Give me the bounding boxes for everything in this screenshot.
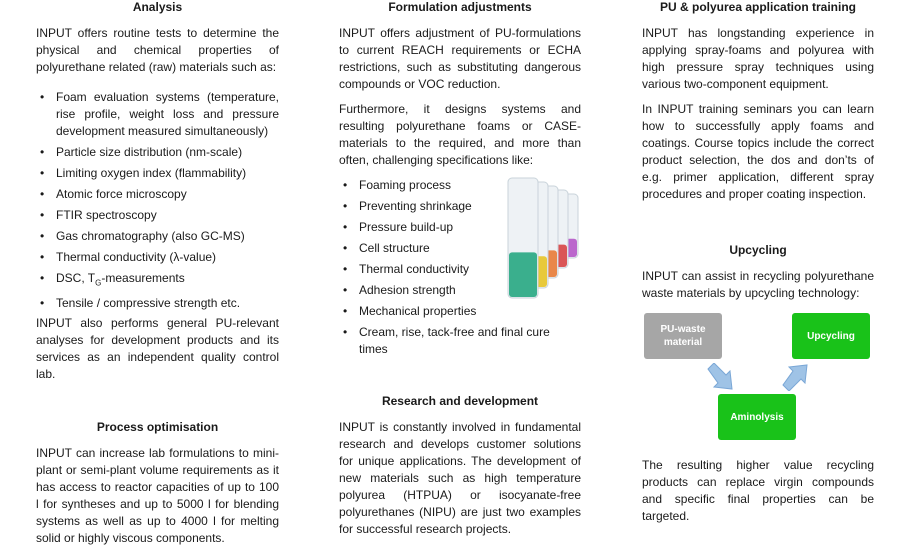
analysis-outro: INPUT also performs general PU-relevant analyses for development products and its services as an independent quality control lab. (36, 316, 279, 382)
analysis-intro: INPUT offers routine tests to determine the physical and chemical properties of polyurethane related (raw) materials such as: (36, 26, 279, 74)
list-item: • Foam evaluation systems (temperature, rise profile, weight loss and pressure development measured simultaneously) (36, 89, 279, 140)
training-title: PU & polyurea application training (659, 0, 857, 14)
list-item: • Thermal conductivity (λ-value) (36, 249, 279, 266)
upcycling-intro: INPUT can assist in recycling polyurethane waste materials by upcycling technology: (642, 269, 874, 300)
research-text: INPUT is constantly involved in fundamental research and develops customer solutions for unique applications. The development of new materials such as high temperature polyurea (HTPUA) or isocyanate-free polyurethanes (NIPU) are just two examples for successful research projects. (339, 420, 581, 536)
list-item: • Preventing shrinkage (339, 198, 581, 215)
upcycling-outro: The resulting higher value recycling products can replace virgin compounds and specific final properties can be targeted. (642, 458, 874, 523)
upcycling-box: Upcycling (792, 313, 870, 359)
arrow-up-right-icon (781, 363, 811, 391)
pu-waste-box: PU-waste material (644, 313, 722, 359)
list-item: • Cell structure (339, 240, 581, 257)
dsc-label: DSC, T (56, 271, 96, 285)
list-item: • Limiting oxygen index (flammability) (36, 165, 279, 182)
dsc-subscript: G (95, 278, 102, 288)
dsc-tail: -measurements (101, 271, 185, 285)
training-section (642, 0, 874, 302)
list-item: • Particle size distribution (nm-scale) (36, 144, 279, 161)
training-p1: INPUT has longstanding experience in applying spray-foams and polyurea with high pressure spray techniques using various two-component equipment. (642, 26, 874, 91)
upcycling-outro-section (642, 457, 874, 525)
list-item: • Atomic force microscopy (36, 186, 279, 203)
aminolysis-box: Aminolysis (718, 394, 796, 440)
process-text: INPUT can increase lab formulations to mini-plant or semi-plant volume requirements as it has access to reactor capacities of up to 100 l for syntheses and up to 5000 l for blending systems as well as up to 4000 l for melting solid or highly viscous components. (36, 446, 279, 546)
list-item: • Pressure build-up (339, 219, 581, 236)
analysis-list (36, 89, 279, 312)
list-item: • FTIR spectroscopy (36, 207, 279, 224)
upcycling-title: Upcycling (729, 243, 787, 257)
list-item: • Tensile / compressive strength etc. (36, 295, 279, 312)
analysis-section (36, 0, 279, 547)
process-title: Process optimisation (96, 420, 219, 435)
arrow-down-right-icon (706, 363, 736, 391)
list-item: • Adhesion strength (339, 282, 581, 299)
formulation-p1: INPUT offers adjustment of PU-formulations to current REACH requirements or ECHA restrictions, such as substituting dangerous compounds or VOC reduction. (339, 26, 581, 91)
formulation-title: Formulation adjustments (388, 0, 532, 14)
list-item: • Mechanical properties (339, 303, 581, 320)
list-item: • Cream, rise, tack-free and final cure times (339, 324, 581, 358)
vial-liquid (509, 252, 537, 297)
formulation-p2: Furthermore, it designs systems and resulting polyurethane foams or CASE-materials to the required, and more than often, challenging specifications like: (339, 102, 581, 167)
list-item: • Gas chromatography (also GC-MS) (36, 228, 279, 245)
list-item: • Thermal conductivity (339, 261, 581, 278)
sample-vials-image (500, 170, 585, 310)
research-title: Research and development (381, 394, 539, 408)
training-p2: In INPUT training seminars you can learn how to successfully apply foams and coatings. Course topics include the correct product selection, the dos and don’ts of e.g. primer application, different spray procedures and proper coating inspection. (642, 102, 874, 201)
list-item: • Foaming process (339, 177, 581, 194)
analysis-title: Analysis (132, 0, 183, 14)
list-item (36, 270, 279, 291)
